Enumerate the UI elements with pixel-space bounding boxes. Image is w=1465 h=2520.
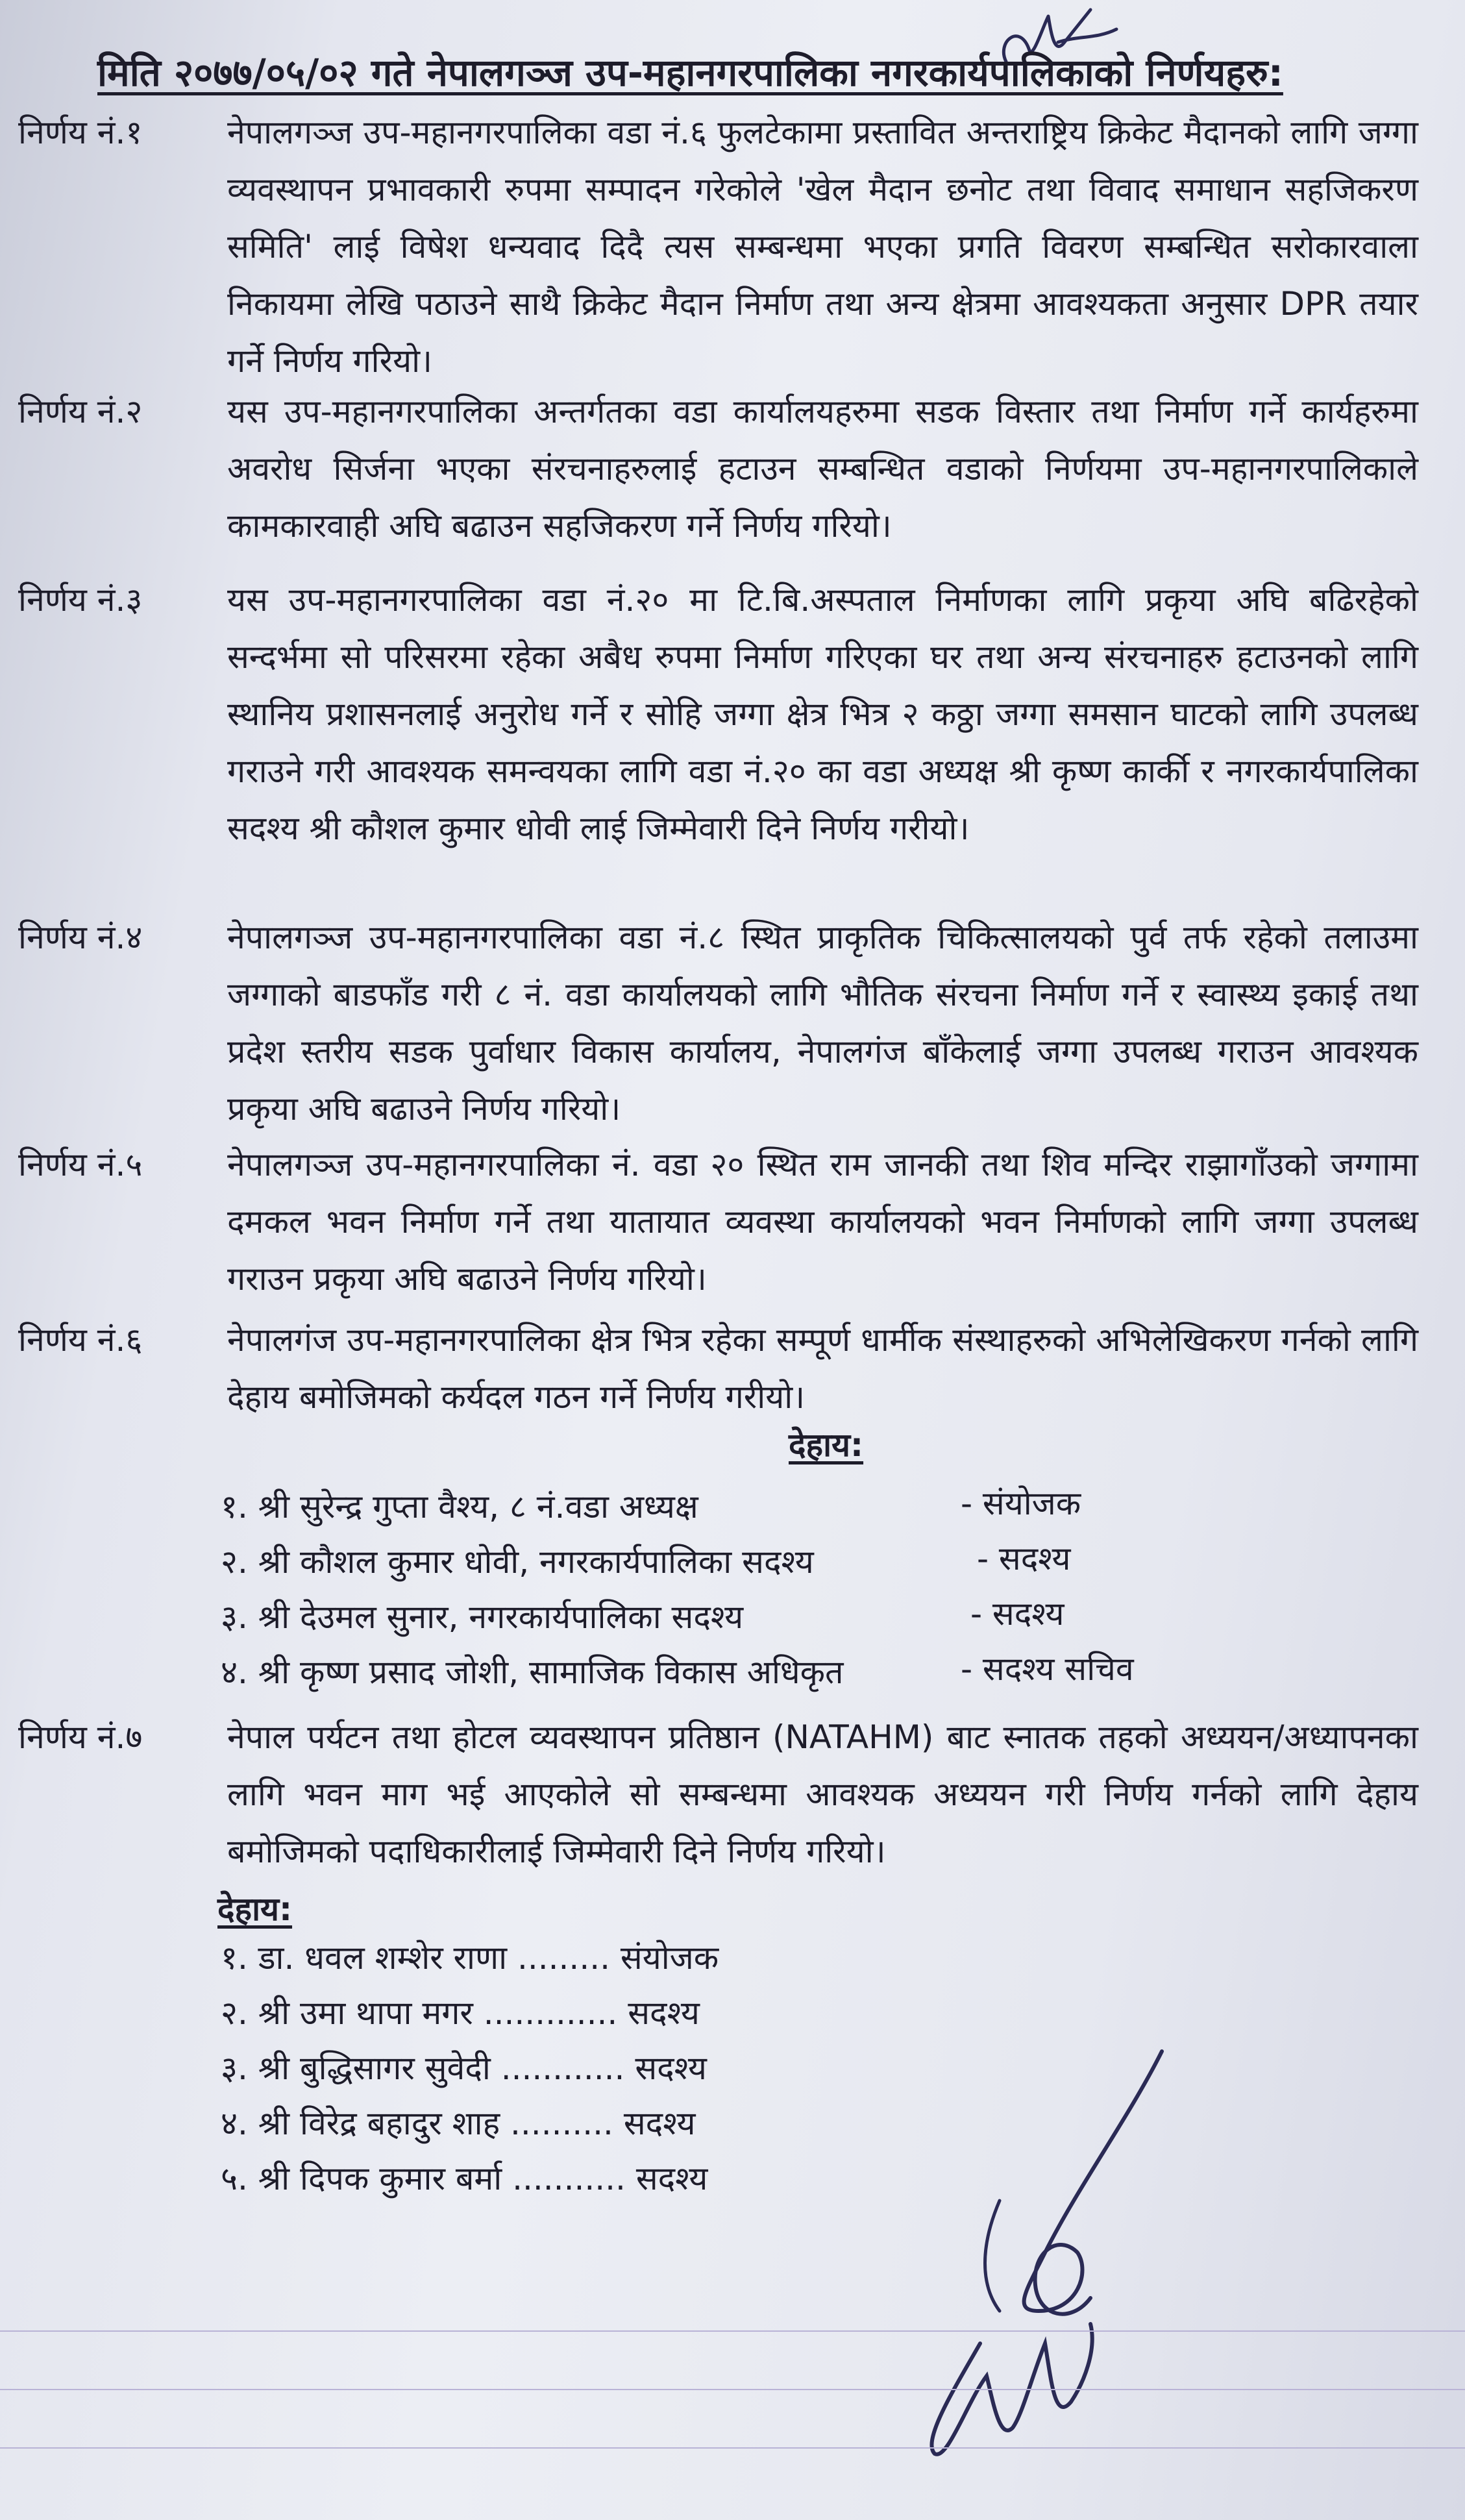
decision-4-label: निर्णय नं.४ bbox=[18, 919, 143, 956]
decision-3-label: निर्णय नं.३ bbox=[18, 581, 143, 619]
committee-6-member-2: २. श्री कौशल कुमार धोवी, नगरकार्यपालिका सदश्य bbox=[221, 1543, 814, 1581]
page-title: मिति २०७७/०५/०२ गते नेपालगञ्ज उप-महानगरपालिका नगरकार्यपालिकाको निर्णयहरु: bbox=[97, 51, 1283, 95]
decision-1-label: निर्णय नं.१ bbox=[18, 114, 143, 151]
decision-2-text: यस उप-महानगरपालिका अन्तर्गतका वडा कार्यालयहरुमा सडक विस्तार तथा निर्माण गर्ने कार्यहरुमा अवरोध सिर्जना भएका संरचनाहरुलाई हटाउन सम्बन्धित वडाको निर्णयमा उप-महानगरपालिकाले कामकारवाही अघि बढाउन सहजिकरण गर्ने निर्णय गरियो। bbox=[227, 393, 1418, 545]
committee-6-role-1: - संयोजक bbox=[961, 1485, 1081, 1522]
decision-5-label: निर्णय नं.५ bbox=[18, 1146, 143, 1183]
decision-4-text: नेपालगञ्ज उप-महानगरपालिका वडा नं.८ स्थित प्राकृतिक चिकित्सालयको पुर्व तर्फ रहेको तलाउमा जग्गाको बाडफाँड गरी ८ नं. वडा कार्यालयको लागि भौतिक संरचना निर्माण गर्ने र स्वास्थ्य इकाई तथा प्रदेश स्तरीय सडक पुर्वाधार विकास कार्यालय, नेपालगंज बाँकेलाई जग्गा उपलब्ध गराउन आवश्यक प्रकृया अघि बढाउने निर्णय गरियो। bbox=[227, 919, 1418, 1128]
decision-6-label: निर्णय नं.६ bbox=[18, 1321, 143, 1359]
handwritten-signature bbox=[883, 2038, 1207, 2480]
decision-7-text: नेपाल पर्यटन तथा होटल व्यवस्थापन प्रतिष्ठान (NATAHM) बाट स्नातक तहको अध्ययन/अध्यापनका लागि भवन माग भई आएकोले सो सम्बन्धमा आवश्यक अध्ययन गरी निर्णय गर्नको लागि देहाय बमोजिमको पदाधिकारीलाई जिम्मेवारी दिने निर्णय गरियो। bbox=[227, 1718, 1418, 1870]
decision-5-text: नेपालगञ्ज उप-महानगरपालिका नं. वडा २० स्थित राम जानकी तथा शिव मन्दिर राझागाँउको जग्गामा दमकल भवन निर्माण गर्ने तथा यातायात व्यवस्था कार्यालयको भवन निर्माणको लागि जग्गा उपलब्ध गराउन प्रकृया अघि बढाउने निर्णय गरियो। bbox=[227, 1146, 1418, 1298]
committee-7-member-1: १. डा. धवल शम्शेर राणा ......... संयोजक bbox=[221, 1939, 719, 1977]
committee-6-heading: देहाय: bbox=[789, 1426, 864, 1464]
decision-7-label: निर्णय नं.७ bbox=[18, 1718, 143, 1756]
decision-1-text: नेपालगञ्ज उप-महानगरपालिका वडा नं.६ फुलटेकामा प्रस्तावित अन्तराष्ट्रिय क्रिकेट मैदानको लागि जग्गा व्यवस्थापन प्रभावकारी रुपमा सम्पादन गरेकोले 'खेल मैदान छनोट तथा विवाद समाधान सहजिकरण समिति' लाई विषेश धन्यवाद दिदै त्यस सम्बन्धमा भएका प्रगति विवरण सम्बन्धित सरोकारवाला निकायमा लेखि पठाउने साथै क्रिकेट मैदान निर्माण तथा अन्य क्षेत्रमा आवश्यकता अनुसार DPR तयार गर्ने निर्णय गरियो। bbox=[227, 114, 1418, 380]
ruled-line bbox=[0, 2389, 1465, 2390]
ruled-line bbox=[0, 2330, 1465, 2332]
committee-7-member-5: ५. श्री दिपक कुमार बर्मा ........... सदश्य bbox=[221, 2160, 708, 2197]
decision-3-text: यस उप-महानगरपालिका वडा नं.२० मा टि.बि.अस्पताल निर्माणका लागि प्रकृया अघि बढिरहेको सन्दर्भमा सो परिसरमा रहेका अबैध रुपमा निर्माण गरिएका घर तथा अन्य संरचनाहरु हटाउनको लागि स्थानिय प्रशासनलाई अनुरोध गर्ने र सोहि जग्गा क्षेत्र भित्र २ कठ्ठा जग्गा समसान घाटको लागि उपलब्ध गराउने गरी आवश्यक समन्वयका लागि वडा नं.२० का वडा अध्यक्ष श्री कृष्ण कार्की र नगरकार्यपालिका सदश्य श्री कौशल कुमार धोवी लाई जिम्मेवारी दिने निर्णय गरीयो। bbox=[227, 581, 1418, 847]
committee-6-role-4: - सदश्य सचिव bbox=[961, 1650, 1134, 1688]
committee-7-member-4: ४. श्री विरेद्र बहादुर शाह .......... सदश्य bbox=[221, 2105, 696, 2142]
ruled-line bbox=[0, 2447, 1465, 2449]
committee-6-role-2: - सदश्य bbox=[977, 1540, 1071, 1577]
decision-2-label: निर्णय नं.२ bbox=[18, 393, 143, 430]
committee-6-member-1: १. श्री सुरेन्द्र गुप्ता वैश्य, ८ नं.वडा अध्यक्ष bbox=[221, 1488, 698, 1526]
decision-6-text: नेपालगंज उप-महानगरपालिका क्षेत्र भित्र रहेका सम्पूर्ण धार्मीक संस्थाहरुको अभिलेखिकरण गर्नको लागि देहाय बमोजिमको कर्यदल गठन गर्ने निर्णय गरीयो। bbox=[227, 1321, 1418, 1416]
committee-6-member-4: ४. श्री कृष्ण प्रसाद जोशी, सामाजिक विकास अधिकृत bbox=[221, 1653, 844, 1691]
committee-6-role-3: - सदश्य bbox=[970, 1595, 1065, 1633]
committee-6-member-3: ३. श्री देउमल सुनार, नगरकार्यपालिका सदश्य bbox=[221, 1598, 744, 1636]
committee-7-member-2: २. श्री उमा थापा मगर ............. सदश्य bbox=[221, 1994, 700, 2032]
committee-7-heading: देहाय: bbox=[217, 1890, 293, 1928]
committee-7-member-3: ३. श्री बुद्धिसागर सुवेदी ............ सदश्य bbox=[221, 2049, 707, 2087]
